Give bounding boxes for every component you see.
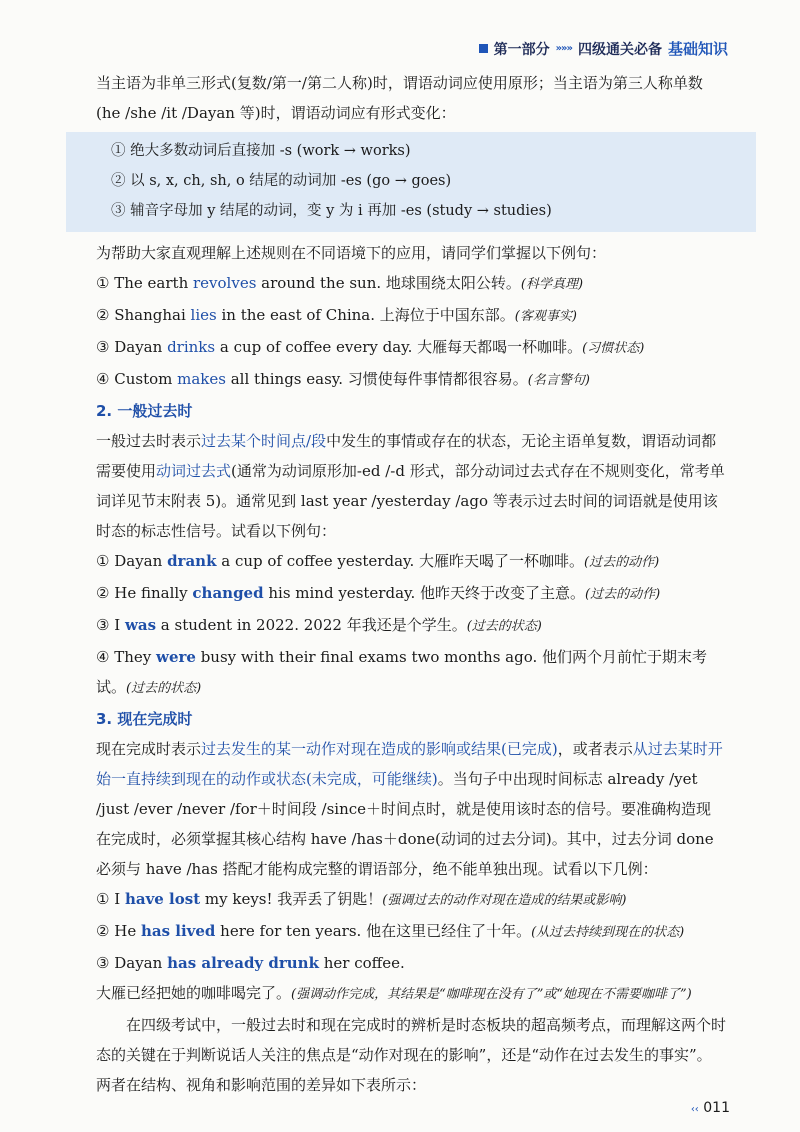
- example-sentence: ① I have lost my keys! 我弄丢了钥匙！(强调过去的动作对现在造成的结果或影响): [96, 890, 627, 908]
- intro2-paragraph: 为帮助大家直观理解上述规则在不同语境下的应用，请同学们掌握以下例句：: [96, 244, 607, 262]
- example-group-2: [96, 546, 726, 704]
- verb-highlight: was: [124, 616, 157, 634]
- arrows-icon: »»»: [555, 43, 572, 54]
- example-sentence: ④ Custom makes all things easy. 习惯使每件事情都很容易。(名言警句): [96, 370, 590, 388]
- intro-paragraph: 当主语为非单三形式(复数/第一/第二人称)时，谓语动词应使用原形；当主语为第三人称单数(he /she /it /Dayan 等)时，谓语动词应有形式变化：: [96, 74, 703, 122]
- example-sentence: ④ They were busy with their final exams two months ago. 他们两个月前忙于期末考试。(过去的状态): [96, 648, 708, 696]
- example-sentence: ③ Dayan drinks a cup of coffee every day. 大雁每天都喝一杯咖啡。(习惯状态): [96, 338, 645, 356]
- verb-highlight: drank: [167, 552, 217, 570]
- example-translation: 大雁已经把她的咖啡喝完了。(强调动作完成，其结果是“咖啡现在没有了”或“她现在不需要咖啡了”): [96, 984, 692, 1002]
- section-heading-perfect: 3. 现在完成时: [96, 710, 193, 728]
- header-series: 四级通关必备: [577, 41, 662, 58]
- square-icon: [479, 44, 488, 53]
- verb-highlight: lies: [190, 306, 217, 324]
- header-part: 第一部分: [493, 41, 550, 58]
- example-sentence: ② Shanghai lies in the east of China. 上海位于中国东部。(客观事实): [96, 306, 577, 324]
- rule-item: ② 以 s, x, ch, sh, o 结尾的动词加 -es (go → goes): [111, 173, 452, 189]
- example-sentence: ① Dayan drank a cup of coffee yesterday. 大雁昨天喝了一杯咖啡。(过去的动作): [96, 552, 660, 570]
- example-sentence: ② He finally changed his mind yesterday. 他昨天终于改变了主意。(过去的动作): [96, 584, 661, 602]
- example-group-1: [96, 268, 726, 396]
- page-number: 011: [703, 1100, 730, 1116]
- verb-highlight: were: [156, 648, 196, 666]
- section-heading-past: 2. 一般过去时: [96, 402, 193, 420]
- past-tense-paragraph: 一般过去时表示过去某个时间点/段中发生的事情或存在的状态，无论主语单复数，谓语动词都需要使用动词过去式(通常为动词原形加-ed /-d 形式，部分动词过去式存在不规则变化，常考单词详见节末附表 5)。通常见到 last year /yesterday /ago 等表示过去时间的词语就是使用该时态的标志性信号。试看以下例句：: [96, 432, 725, 540]
- running-header: [479, 38, 728, 59]
- example-group-3: [96, 884, 726, 1010]
- rule-item: ③ 辅音字母加 y 结尾的动词，变 y 为 i 再加 -es (study → studies): [111, 203, 552, 219]
- verb-highlight: have lost: [124, 890, 201, 908]
- verb-highlight: has already drunk: [167, 954, 319, 972]
- perfect-tense-paragraph: 现在完成时表示过去发生的某一动作对现在造成的影响或结果(已完成)，或者表示从过去某时开始一直持续到现在的动作或状态(未完成，可能继续)。当句子中出现时间标志 already /yet /just /ever /never /for＋时间段 /since＋时间点时，就是使用该时态的信号。要准确构造现在完成时，必须掌握其核心结构 have /has＋done(动词的过去分词)。其中，过去分词 done 必须与 have /has 搭配才能构成完整的谓语部分，绝不能单独出现。试看以下几例：: [96, 740, 723, 878]
- example-sentence: ③ Dayan has already drunk her coffee.: [96, 954, 405, 972]
- rule-item: ① 绝大多数动词后直接加 -s (work → works): [111, 143, 411, 159]
- verb-highlight: makes: [177, 370, 226, 388]
- verb-highlight: revolves: [193, 274, 257, 292]
- header-topic: 基础知识: [667, 40, 728, 58]
- closing-paragraph: 在四级考试中，一般过去时和现在完成时的辨析是时态板块的超高频考点，而理解这两个时态的关键在于判断说话人关注的焦点是“动作对现在的影响”，还是“动作在过去发生的事实”。两者在结构、视角和影响范围的差异如下表所示：: [96, 1016, 727, 1094]
- example-sentence: ① The earth revolves around the sun. 地球围绕太阳公转。(科学真理): [96, 274, 584, 292]
- verb-highlight: has lived: [140, 922, 216, 940]
- example-sentence: ② He has lived here for ten years. 他在这里已经住了十年。(从过去持续到现在的状态): [96, 922, 685, 940]
- rules-box: [66, 132, 756, 232]
- page-footer: [691, 1100, 730, 1116]
- page-body: [96, 68, 726, 1100]
- example-sentence: ③ I was a student in 2022. 2022 年我还是个学生。(过去的状态): [96, 616, 542, 634]
- verb-highlight: drinks: [167, 338, 216, 356]
- back-arrows-icon: ‹‹: [690, 1104, 699, 1115]
- verb-highlight: changed: [192, 584, 264, 602]
